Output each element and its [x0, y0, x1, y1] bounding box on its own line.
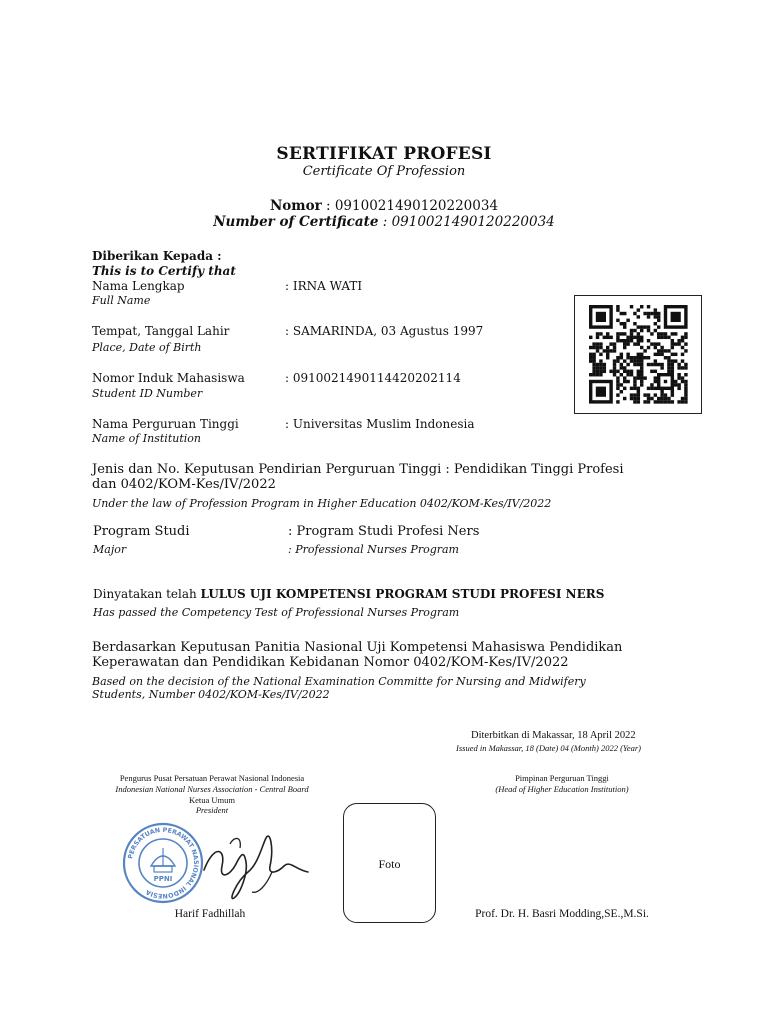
basis-en-2: Students, Number 0402/KOM-Kes/IV/2022: [92, 688, 330, 701]
decree-line-2: dan 0402/KOM-Kes/IV/2022: [92, 477, 276, 492]
field-label-student-id-en: Student ID Number: [92, 387, 203, 400]
left-signer-name: Harif Fadhillah: [174, 908, 246, 920]
photo-label: Foto: [378, 857, 401, 871]
basis-en-1: Based on the decision of the National Examination Committe for Nursing and Midwifery: [92, 675, 586, 688]
issued-en: Issued in Makassar, 18 (Date) 04 (Month) 2022 (Year): [456, 743, 642, 753]
decree-en: Under the law of Profession Program in Higher Education 0402/KOM-Kes/IV/2022: [92, 497, 552, 510]
given-to-label: Diberikan Kepada :: [92, 249, 222, 263]
basis-line-1: Berdasarkan Keputusan Panitia Nasional Uji Kompetensi Mahasiswa Pendidikan: [92, 640, 623, 655]
nomor-value: : 0910021490120220034: [326, 198, 499, 214]
issued-line: Diterbitkan di Makassar, 18 April 2022: [471, 730, 636, 741]
number-label: Number of Certificate: [213, 214, 379, 230]
field-label-institution-en: Name of Institution: [92, 432, 201, 445]
field-value-institution: : Universitas Muslim Indonesia: [285, 417, 475, 431]
passed-en: Has passed the Competency Test of Professional Nurses Program: [93, 606, 460, 619]
program-label-en: Major: [93, 543, 127, 556]
seal-abbr: PPNI: [153, 875, 173, 883]
field-value-name: : IRNA WATI: [285, 279, 363, 293]
basis-line-2: Keperawatan dan Pendidikan Kebidanan Nomor 0402/KOM-Kes/IV/2022: [92, 655, 569, 670]
certificate-title: SERTIFIKAT PROFESI: [276, 144, 492, 164]
photo-box: [343, 803, 436, 923]
field-label-name: Nama Lengkap: [92, 279, 185, 293]
ppni-seal: [122, 822, 204, 904]
right-signer-name: Prof. Dr. H. Basri Modding,SE.,M.Si.: [475, 908, 649, 920]
field-label-name-en: Full Name: [92, 294, 151, 307]
field-label-institution: Nama Perguruan Tinggi: [92, 417, 239, 431]
left-role: Ketua Umum: [188, 795, 236, 805]
program-value: : Program Studi Profesi Ners: [288, 524, 480, 539]
right-org: Pimpinan Perguruan Tinggi: [515, 773, 609, 783]
passed-prefix: Dinyatakan telah: [93, 587, 197, 601]
certificate-subtitle: Certificate Of Profession: [302, 164, 466, 179]
left-signature: [196, 826, 316, 904]
field-label-birth-en: Place, Date of Birth: [92, 341, 202, 354]
seal-arc-text: PERSATUAN PERAWAT NASIONAL INDONESIA: [127, 826, 200, 900]
left-role-en: President: [195, 805, 229, 815]
certificate-number-en: [0, 214, 768, 230]
passed-statement: [93, 587, 604, 601]
nomor-label: Nomor: [269, 198, 322, 214]
qr-code: [574, 295, 702, 414]
given-to-label-en: This is to Certify that: [92, 264, 236, 278]
right-org-en: (Head of Higher Education Institution): [495, 784, 629, 794]
passed-bold: LULUS UJI KOMPETENSI PROGRAM STUDI PROFESI NERS: [200, 587, 605, 601]
left-org-en: Indonesian National Nurses Association - Central Board: [115, 784, 309, 794]
decree-line-1: Jenis dan No. Keputusan Pendirian Perguruan Tinggi : Pendidikan Tinggi Profesi: [92, 462, 624, 477]
field-value-birth: : SAMARINDA, 03 Agustus 1997: [285, 324, 484, 338]
field-label-student-id: Nomor Induk Mahasiswa: [92, 371, 245, 385]
program-value-en: : Professional Nurses Program: [288, 543, 459, 556]
field-value-student-id: : 0910021490114420202114: [285, 371, 461, 385]
program-label: Program Studi: [93, 524, 190, 539]
left-org: Pengurus Pusat Persatuan Perawat Nasional Indonesia: [119, 773, 305, 783]
certificate-number-id: [0, 198, 768, 214]
qr-code-graphic: [575, 296, 701, 413]
field-label-birth: Tempat, Tanggal Lahir: [92, 324, 230, 338]
number-value: : 0910021490120220034: [382, 214, 555, 230]
